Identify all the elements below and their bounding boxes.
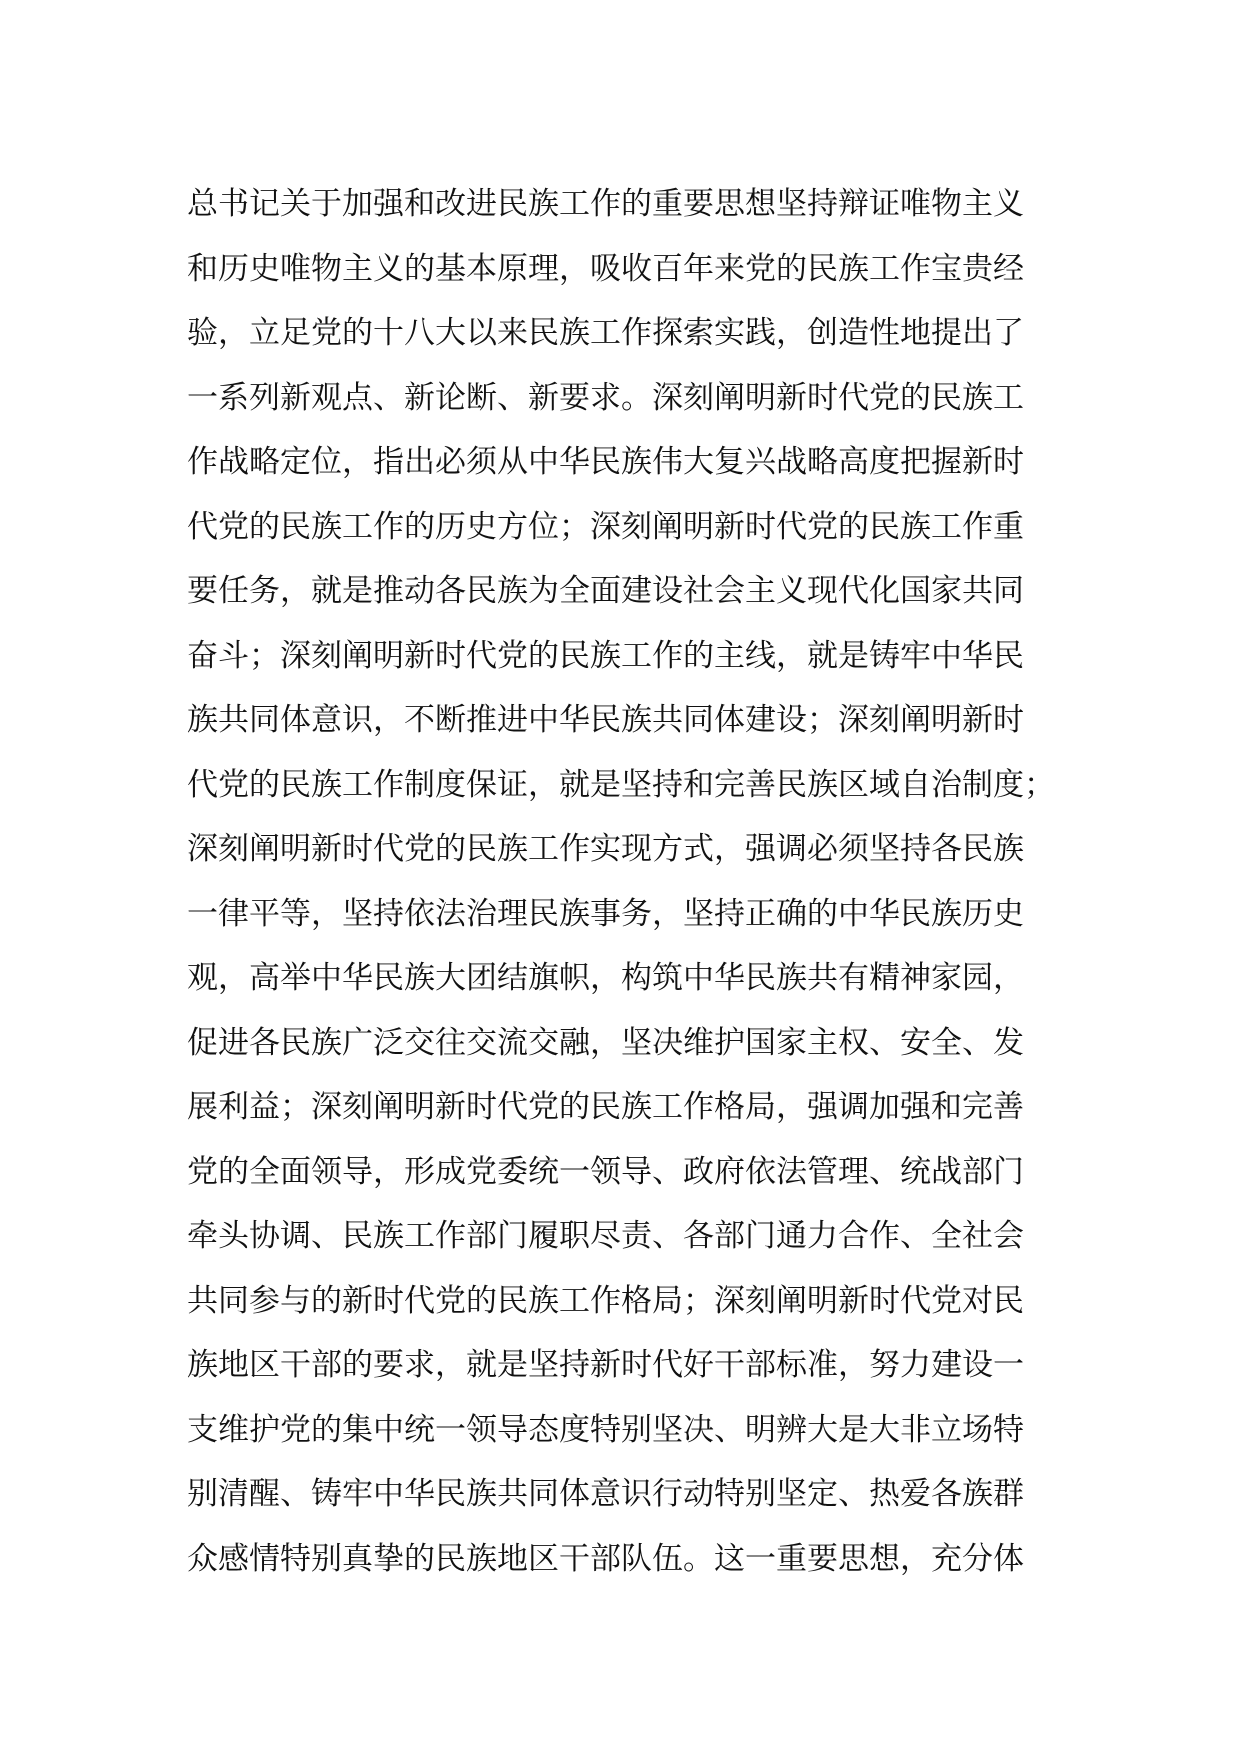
text-line: 代党的民族工作的历史方位；深刻阐明新时代党的民族工作重: [187, 508, 1024, 545]
text-line: 支维护党的集中统一领导态度特别坚决、明辨大是大非立场特: [187, 1411, 1024, 1448]
text-line: 和历史唯物主义的基本原理，吸收百年来党的民族工作宝贵经: [187, 250, 1024, 287]
text-line: 促进各民族广泛交往交流交融，坚决维护国家主权、安全、发: [187, 1024, 1024, 1061]
text-line: 一律平等，坚持依法治理民族事务，坚持正确的中华民族历史: [187, 895, 1024, 932]
text-line: 代党的民族工作制度保证，就是坚持和完善民族区域自治制度；: [187, 766, 1055, 803]
text-line: 众感情特别真挚的民族地区干部队伍。这一重要思想，充分体: [187, 1540, 1024, 1577]
text-line: 展利益；深刻阐明新时代党的民族工作格局，强调加强和完善: [187, 1089, 1024, 1125]
text-line: 别清醒、铸牢中华民族共同体意识行动特别坚定、热爱各族群: [187, 1476, 1024, 1512]
body-text: [187, 172, 1087, 1591]
text-line: 作战略定位，指出必须从中华民族伟大复兴战略高度把握新时: [187, 444, 1024, 480]
text-line: 观，高举中华民族大团结旗帜，构筑中华民族共有精神家园，: [187, 960, 1024, 996]
text-line: 共同参与的新时代党的民族工作格局；深刻阐明新时代党对民: [187, 1282, 1024, 1319]
text-line: 奋斗；深刻阐明新时代党的民族工作的主线，就是铸牢中华民: [187, 637, 1024, 674]
text-line: 总书记关于加强和改进民族工作的重要思想坚持辩证唯物主义: [187, 186, 1024, 222]
text-line: 族地区干部的要求，就是坚持新时代好干部标准，努力建设一: [187, 1347, 1024, 1383]
text-line: 族共同体意识，不断推进中华民族共同体建设；深刻阐明新时: [187, 702, 1024, 738]
text-line: 深刻阐明新时代党的民族工作实现方式，强调必须坚持各民族: [187, 831, 1024, 867]
text-line: 一系列新观点、新论断、新要求。深刻阐明新时代党的民族工: [187, 379, 1024, 416]
text-line: 牵头协调、民族工作部门履职尽责、各部门通力合作、全社会: [187, 1218, 1024, 1254]
text-line: 党的全面领导，形成党委统一领导、政府依法管理、统战部门: [187, 1153, 1024, 1190]
text-line: 要任务，就是推动各民族为全面建设社会主义现代化国家共同: [187, 573, 1024, 609]
text-line: 验，立足党的十八大以来民族工作探索实践，创造性地提出了: [187, 315, 1024, 351]
